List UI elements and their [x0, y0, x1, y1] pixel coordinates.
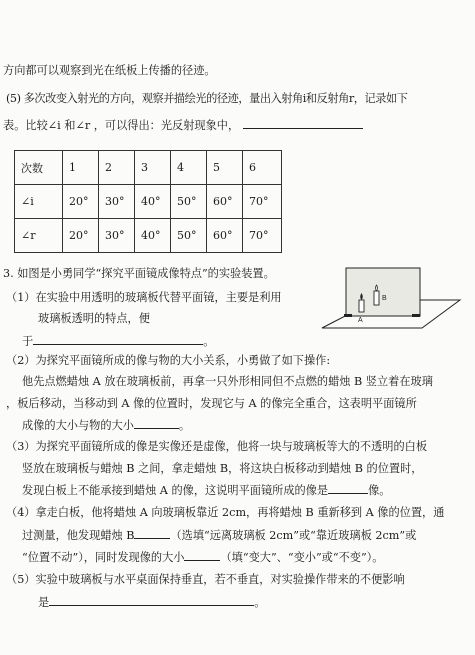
- glass-clip-right: [412, 314, 420, 317]
- q5-line1: (5) 多次改变入射光的方向，观察并描绘光的径迹，量出入射角i和反射角r，记录如下: [6, 92, 408, 105]
- q3-part2-line3: ，板后移动，当移动到 A 像的位置时，发现它与 A 的像完全重合，这表明平面镜所: [6, 397, 417, 410]
- q3-part1-line3: [22, 333, 214, 349]
- q3-part3-answer-blank[interactable]: [328, 482, 368, 494]
- q3-part4-text-b: （选填“远离玻璃板 2cm”或“靠近玻璃板 2cm”或: [170, 529, 417, 542]
- q3-part5-text: 是: [38, 596, 50, 609]
- table-cell: 30°: [99, 185, 135, 219]
- q3-intro: 3. 如图是小勇同学“探究平面镜成像特点”的实验装置。: [3, 267, 275, 280]
- q3-part1-answer-blank[interactable]: [33, 333, 203, 345]
- q3-part5-line1: （5）实验中玻璃板与水平桌面保持垂直，若不垂直，对实验操作带来的不便影响: [6, 573, 405, 586]
- table-cell: 40°: [135, 185, 171, 219]
- table-cell: 40°: [135, 219, 171, 253]
- q3-part4-text-c: “位置不动”），同时发现像的大小: [22, 551, 185, 564]
- table-row: [15, 219, 282, 253]
- table-cell: 1: [63, 151, 99, 185]
- candle-a-label: A: [358, 317, 363, 324]
- q5-line2-text: 表。比较∠i 和∠r ，可以得出：光反射现象中，: [3, 119, 240, 132]
- table-cell: 70°: [243, 185, 282, 219]
- q3-part1-period: 。: [203, 335, 215, 348]
- q3-part1-line2: 玻璃板透明的特点，便: [38, 312, 150, 325]
- table-cell: 50°: [171, 185, 207, 219]
- table-cell: 3: [135, 151, 171, 185]
- table-cell: 30°: [99, 219, 135, 253]
- table-cell: 4: [171, 151, 207, 185]
- q3-part1-line1: （1）在实验中用透明的玻璃板代替平面镜，主要是利用: [6, 291, 282, 304]
- q5-line2: [3, 117, 363, 133]
- table-cell: 2: [99, 151, 135, 185]
- q3-part5-period: 。: [254, 596, 266, 609]
- candle-b-label: B: [382, 295, 387, 302]
- glass-clip-left: [344, 314, 352, 317]
- q3-part4-line2: [22, 527, 416, 543]
- q3-part5-line2: [38, 594, 265, 610]
- glass-plate: [346, 268, 420, 316]
- q3-part2-line1: （2）为探究平面镜所成的像与物的大小关系，小勇做了如下操作:: [6, 354, 331, 367]
- table-cell: ∠r: [15, 219, 63, 253]
- table-cell: 50°: [171, 219, 207, 253]
- angle-data-table: [14, 150, 282, 253]
- table-cell: 5: [207, 151, 243, 185]
- q3-part4-text-a: 过测量，他发现蜡烛 B: [22, 529, 135, 542]
- q3-part3-line3: [22, 482, 390, 498]
- q3-part4-answer-blank-2[interactable]: [184, 549, 220, 561]
- q3-part4-text-d: （填“变大”、“变小”或“不变”）。: [220, 551, 384, 564]
- q3-part2-line2: 他先点燃蜡烛 A 放在玻璃板前，再拿一只外形相同但不点燃的蜡烛 B 竖立着在玻璃: [22, 375, 433, 388]
- q3-part5-answer-blank[interactable]: [49, 594, 254, 606]
- table-cell: 60°: [207, 219, 243, 253]
- table-cell: 70°: [243, 219, 282, 253]
- table-row: [15, 185, 282, 219]
- table-cell: 20°: [63, 219, 99, 253]
- table-cell: ∠i: [15, 185, 63, 219]
- q3-part2-text: 成像的大小与物的大小: [22, 419, 134, 432]
- table-cell: 60°: [207, 185, 243, 219]
- top-line: 方向都可以观察到光在纸板上传播的径迹。: [3, 64, 216, 77]
- q3-part3-line2: 竖放在玻璃板与蜡烛 B 之间，拿走蜡烛 B，将这块白板移动到蜡烛 B 的位置时，: [22, 462, 423, 475]
- q3-part3-text: 发现白板上不能承接到蜡烛 A 的像，这说明平面镜所成的像是: [22, 484, 329, 497]
- table-cell: 次数: [15, 151, 63, 185]
- q3-part3-suffix: 像。: [368, 484, 391, 497]
- q3-part4-answer-blank-1[interactable]: [134, 527, 170, 539]
- table-cell: 20°: [63, 185, 99, 219]
- q3-part2-line4: [22, 417, 190, 433]
- q3-part1-text: 于: [22, 335, 34, 348]
- q3-part4-line1: （4）拿走白板，他将蜡烛 A 向玻璃板靠近 2cm，再将蜡烛 B 重新移到 A 像的位置，通: [6, 506, 445, 519]
- table-cell: 6: [243, 151, 282, 185]
- q3-part2-period: 。: [178, 419, 191, 432]
- experiment-apparatus-figure: [312, 264, 462, 332]
- q3-part4-line3: [22, 549, 383, 565]
- q3-part3-line1: （3）为探究平面镜所成的像是实像还是虚像，他将一块与玻璃板等大的不透明的白板: [6, 440, 428, 453]
- table-header-row: [15, 151, 282, 185]
- q5-answer-blank[interactable]: [243, 117, 363, 129]
- q3-part2-answer-blank[interactable]: [134, 417, 179, 429]
